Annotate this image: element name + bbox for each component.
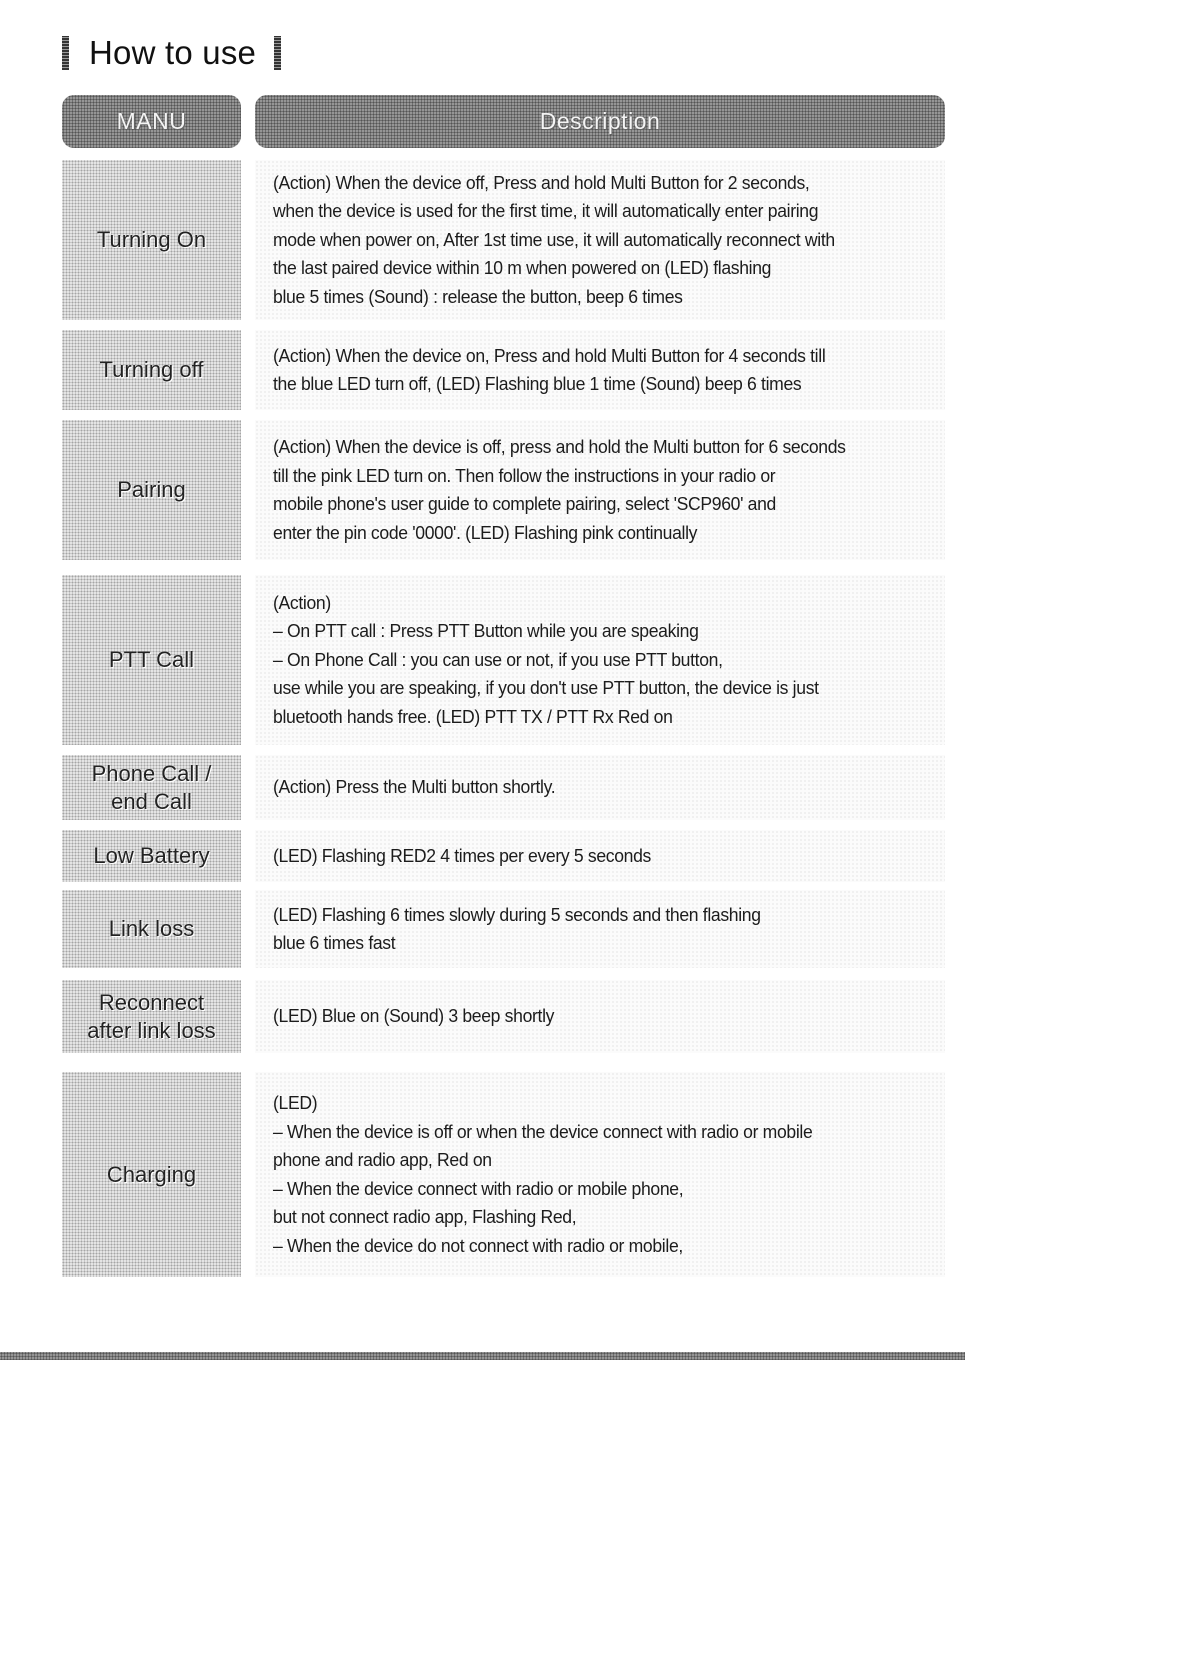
- description-line: the blue LED turn off, (LED) Flashing blue 1 time (Sound) beep 6 times: [273, 373, 802, 394]
- description-line: the last paired device within 10 m when powered on (LED) flashing: [273, 257, 772, 279]
- menu-label-line: end Call: [111, 788, 192, 814]
- menu-cell: [62, 160, 241, 320]
- description-line: (Action) When the device on, Press and hold Multi Button for 4 seconds till: [273, 344, 826, 366]
- menu-label-line: Charging: [106, 1161, 197, 1187]
- description-header-label: Description: [539, 108, 661, 134]
- menu-label: [87, 989, 215, 1045]
- menu-cell: [62, 980, 241, 1053]
- description-line: enter the pin code '0000'. (LED) Flashing pink continually: [273, 521, 698, 543]
- menu-label: [109, 646, 194, 674]
- description-line: phone and radio app, Red on: [273, 1149, 492, 1170]
- description-line: (LED) Flashing RED2 4 times per every 5 seconds: [273, 844, 652, 866]
- description-line: (LED) Flashing 6 times slowly during 5 seconds and then flashing: [273, 903, 761, 925]
- menu-label-line: Pairing: [117, 477, 186, 502]
- description-line: – When the device is off or when the device connect with radio or mobile: [273, 1120, 813, 1142]
- menu-label-line: Low Battery: [93, 843, 210, 868]
- description-line: – On Phone Call : you can use or not, if you use PTT button,: [273, 648, 723, 670]
- menu-column-header: [62, 95, 241, 148]
- description-line: (LED): [273, 1092, 318, 1113]
- menu-label: [100, 356, 204, 384]
- description-line: till the pink LED turn on. Then follow the instructions in your radio or: [273, 464, 776, 486]
- description-line: (Action): [273, 591, 331, 613]
- title-bar-right: [274, 36, 281, 70]
- menu-label: [107, 1161, 196, 1189]
- description-line: blue 5 times (Sound) : release the button, beep 6 times: [273, 285, 683, 307]
- menu-label-line: PTT Call: [108, 647, 195, 672]
- menu-label: [117, 476, 185, 504]
- menu-label-line: Phone Call /: [91, 760, 212, 786]
- description-line: blue 6 times fast: [273, 932, 396, 953]
- description-line: (LED) Blue on (Sound) 3 beep shortly: [273, 1005, 555, 1027]
- menu-label-line: Turning On: [96, 227, 207, 252]
- description-cell: [255, 160, 945, 320]
- menu-label: [93, 842, 209, 870]
- menu-cell: [62, 890, 241, 968]
- menu-label-line: Link loss: [108, 916, 195, 941]
- menu-label-line: Turning off: [99, 357, 204, 382]
- menu-label-line: Reconnect: [98, 989, 205, 1015]
- menu-header-label: MANU: [116, 108, 187, 134]
- description-line: (Action) When the device off, Press and hold Multi Button for 2 seconds,: [273, 171, 810, 193]
- menu-cell: [62, 330, 241, 410]
- description-column-header: [255, 95, 945, 148]
- menu-cell: [62, 755, 241, 820]
- description-line: mode when power on, After 1st time use, it will automatically reconnect with: [273, 228, 835, 250]
- description-line: – When the device connect with radio or mobile phone,: [273, 1177, 684, 1199]
- description-cell: [255, 575, 945, 745]
- description-cell: [255, 980, 945, 1053]
- page-title: [62, 28, 281, 78]
- menu-cell: [62, 575, 241, 745]
- menu-cell: [62, 1072, 241, 1277]
- description-cell: [255, 890, 945, 968]
- menu-label: [92, 760, 212, 816]
- description-cell: [255, 830, 945, 882]
- menu-label: [109, 915, 195, 943]
- description-line: (Action) When the device is off, press and hold the Multi button for 6 seconds: [273, 436, 846, 457]
- title-text: How to use: [89, 34, 257, 71]
- description-line: – On PTT call : Press PTT Button while you are speaking: [273, 620, 699, 642]
- description-line: – When the device do not connect with radio or mobile,: [273, 1234, 683, 1256]
- bottom-rule: [0, 1352, 965, 1360]
- description-line: when the device is used for the first time, it will automatically enter pairing: [273, 200, 819, 222]
- menu-label: [97, 226, 206, 254]
- menu-cell: [62, 420, 241, 560]
- description-line: (Action) Press the Multi button shortly.: [273, 776, 556, 798]
- description-line: use while you are speaking, if you don't use PTT button, the device is just: [273, 677, 819, 699]
- description-cell: [255, 1072, 945, 1277]
- title-bar-left: [62, 36, 69, 70]
- menu-label-line: after link loss: [87, 1017, 216, 1043]
- description-line: mobile phone's user guide to complete pairing, select 'SCP960' and: [273, 493, 777, 514]
- description-cell: [255, 755, 945, 820]
- description-cell: [255, 420, 945, 560]
- description-line: bluetooth hands free. (LED) PTT TX / PTT Rx Red on: [273, 705, 673, 727]
- menu-cell: [62, 830, 241, 882]
- description-line: but not connect radio app, Flashing Red,: [273, 1206, 577, 1227]
- description-cell: [255, 330, 945, 410]
